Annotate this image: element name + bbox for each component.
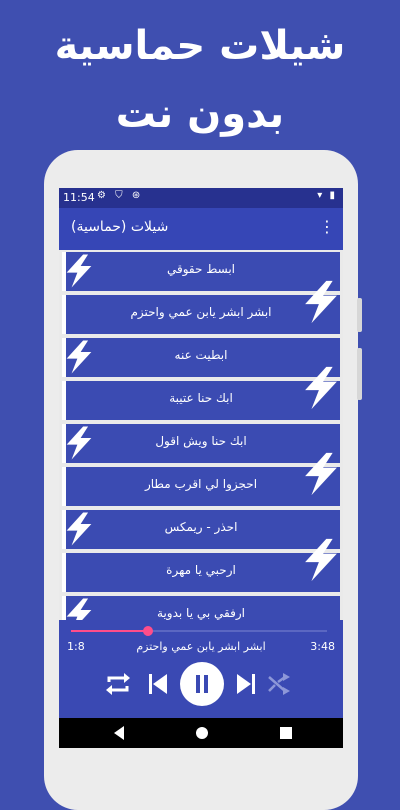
current-time: 1:8 bbox=[67, 640, 85, 653]
track-title: ارفقي بي يا بدوية bbox=[157, 606, 245, 620]
status-signal-battery-icons: ▾ ▮ bbox=[317, 190, 337, 201]
lightning-bolt-icon bbox=[303, 279, 339, 329]
now-playing-title: ابشر ابشر يابن عمي واحتزم bbox=[136, 640, 266, 653]
track-title: ارحبي يا مهرة bbox=[166, 563, 236, 577]
lightning-bolt-icon bbox=[65, 252, 93, 294]
track-list-item[interactable] bbox=[59, 508, 343, 551]
track-list-item[interactable] bbox=[59, 594, 343, 620]
status-time: 11:54 bbox=[63, 191, 95, 204]
status-bar bbox=[59, 188, 343, 208]
lightning-bolt-icon bbox=[303, 451, 339, 501]
track-list-item[interactable] bbox=[59, 422, 343, 465]
track-list-item[interactable] bbox=[59, 336, 343, 379]
nav-home-icon[interactable] bbox=[193, 724, 211, 742]
lightning-bolt-icon bbox=[65, 510, 93, 552]
nav-back-icon[interactable] bbox=[111, 724, 127, 742]
skip-next-icon[interactable] bbox=[235, 673, 257, 695]
track-title: ابك حنا عتيبة bbox=[169, 391, 233, 405]
track-list-item[interactable] bbox=[59, 551, 343, 594]
track-title: ابشر ابشر يابن عمي واحتزم bbox=[130, 305, 272, 319]
seek-bar-thumb[interactable] bbox=[143, 626, 153, 636]
player-panel bbox=[59, 620, 343, 718]
skip-previous-icon[interactable] bbox=[147, 673, 169, 695]
lightning-bolt-icon bbox=[65, 596, 93, 620]
player-controls bbox=[59, 662, 343, 706]
seek-bar-progress bbox=[71, 630, 148, 632]
lightning-bolt-icon bbox=[303, 365, 339, 415]
track-title: ابك حنا ويش اقول bbox=[155, 434, 247, 448]
track-title: ابطيت عنه bbox=[174, 348, 228, 362]
overflow-menu-icon[interactable]: ⋮ bbox=[319, 217, 335, 236]
lightning-bolt-icon bbox=[65, 338, 93, 380]
track-title: احذر - ريمكس bbox=[164, 520, 238, 534]
track-list-item[interactable] bbox=[59, 379, 343, 422]
track-title: ابسط حقوقي bbox=[166, 262, 235, 276]
promo-title-line-1: شيلات حماسية bbox=[54, 23, 346, 69]
phone-power-button bbox=[357, 348, 362, 400]
phone-volume-button bbox=[357, 298, 362, 332]
pause-icon bbox=[180, 662, 224, 706]
play-pause-button[interactable] bbox=[180, 662, 224, 706]
status-notification-icons: ⚙ ⛉ ⊛ bbox=[97, 190, 144, 201]
phone-screen bbox=[59, 188, 343, 748]
track-list-item[interactable] bbox=[59, 293, 343, 336]
track-list[interactable] bbox=[59, 250, 343, 620]
promo-title-line-2: بدون نت bbox=[115, 91, 285, 137]
nav-recents-icon[interactable] bbox=[277, 724, 295, 742]
track-title: احجزوا لي اقرب مطار bbox=[144, 477, 258, 491]
shuffle-icon[interactable] bbox=[267, 672, 291, 696]
track-list-item[interactable] bbox=[59, 465, 343, 508]
track-list-item[interactable] bbox=[59, 250, 343, 293]
app-title: شيلات (حماسية) bbox=[71, 219, 169, 235]
repeat-icon[interactable] bbox=[105, 672, 131, 696]
total-time: 3:48 bbox=[310, 640, 335, 653]
lightning-bolt-icon bbox=[65, 424, 93, 466]
phone-frame bbox=[44, 150, 358, 810]
system-nav-bar bbox=[59, 718, 343, 748]
lightning-bolt-icon bbox=[303, 537, 339, 587]
app-bar bbox=[59, 208, 343, 250]
